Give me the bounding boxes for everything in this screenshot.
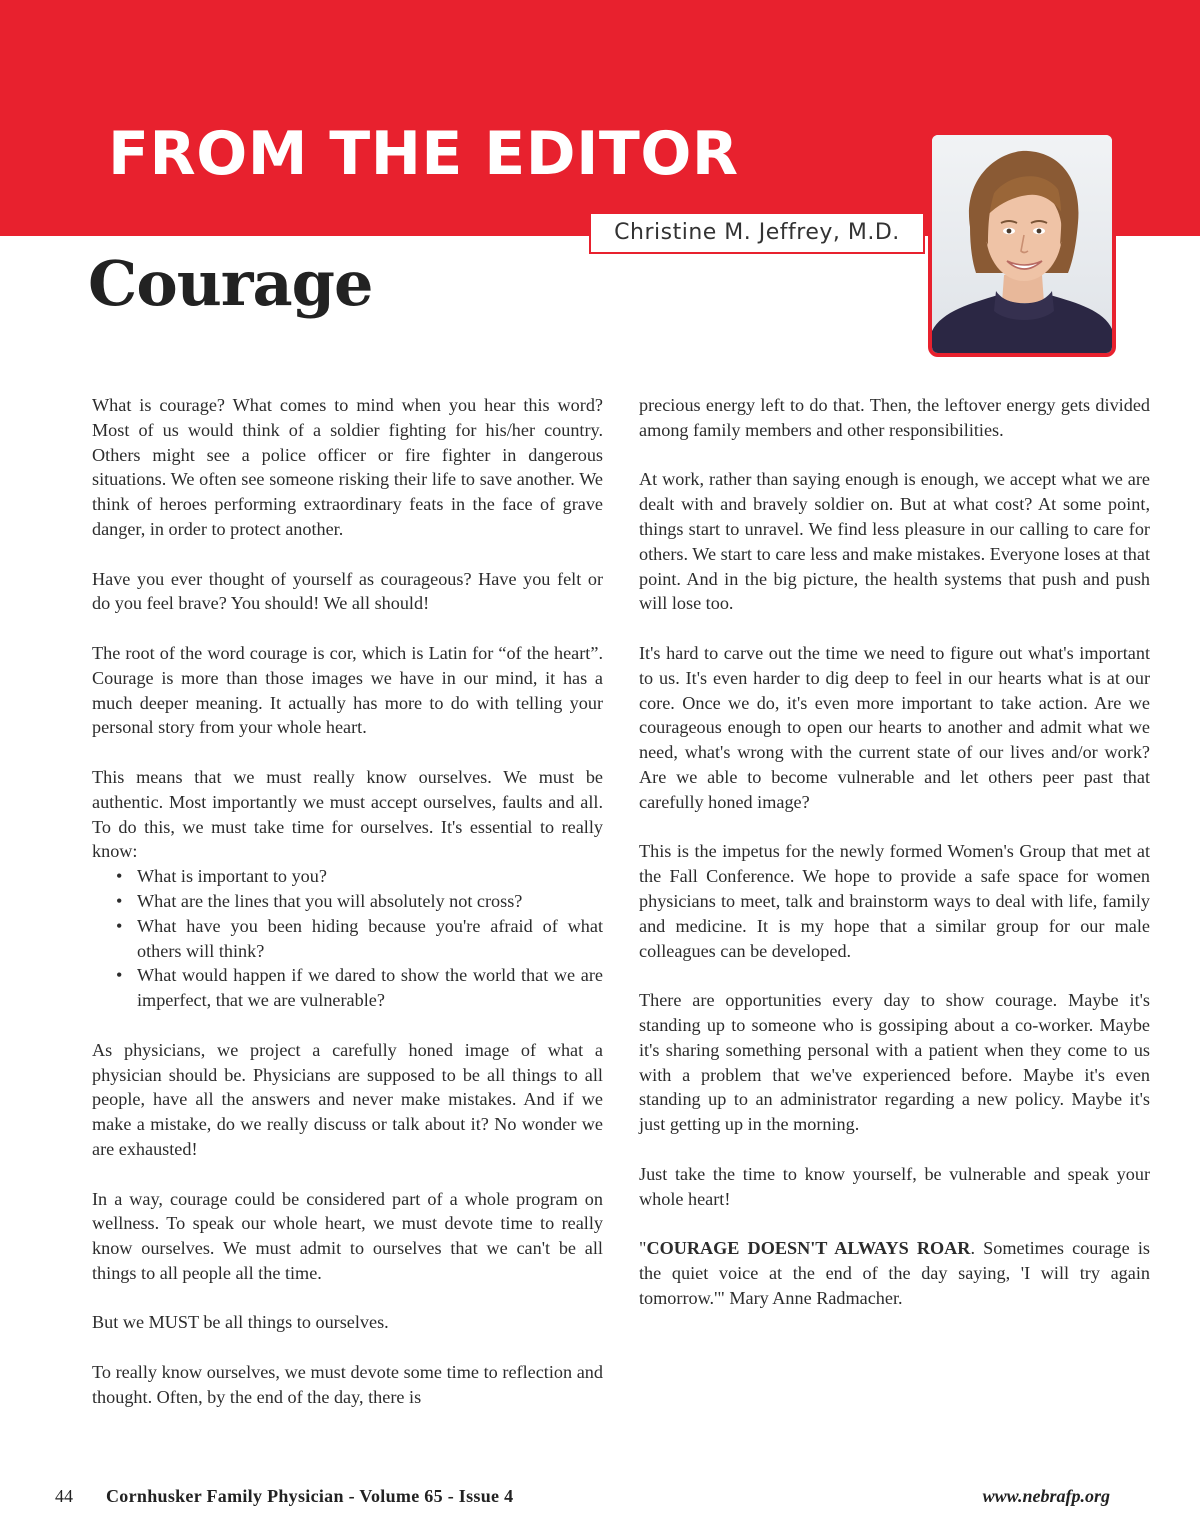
bullet-icon: • bbox=[116, 866, 123, 887]
closing-quote bbox=[639, 1236, 1150, 1310]
list-item bbox=[92, 963, 603, 1013]
list-item-text: What have you been hiding because you're afraid of what others will think? bbox=[137, 915, 603, 961]
paragraph: In a way, courage could be considered part of a whole program on wellness. To speak our whole heart, we must devote time to really know ourselves. We must admit to ourselves that we can't be all things to all people all the time. bbox=[92, 1188, 603, 1283]
paragraph: This means that we must really know ourselves. We must be authentic. Most importantly we must accept ourselves, faults and all. To do this, we must take time for ourselves. It's essential to really know: bbox=[92, 766, 603, 862]
paragraph: The root of the word courage is cor, which is Latin for “of the heart”. Courage is more than those images we have in our mind, it has a much deeper meaning. It actually has more to do with telling your personal story from your whole heart. bbox=[92, 642, 603, 738]
list-item-text: What is important to you? bbox=[137, 866, 327, 887]
list-item bbox=[92, 864, 603, 889]
paragraph: But we MUST be all things to ourselves. bbox=[92, 1312, 389, 1333]
question-list bbox=[92, 864, 603, 1013]
list-item-text: What would happen if we dared to show the world that we are imperfect, that we are vulnerable? bbox=[137, 965, 603, 1011]
page-number: 44 bbox=[55, 1486, 73, 1506]
author-photo bbox=[928, 131, 1116, 357]
quote-open-mark: " bbox=[639, 1238, 647, 1259]
quote-emphasis: COURAGE DOESN'T ALWAYS ROAR bbox=[646, 1238, 971, 1259]
author-byline: Christine M. Jeffrey, M.D. bbox=[589, 212, 925, 254]
publication-info: Cornhusker Family Physician - Volume 65 - Issue 4 bbox=[106, 1486, 514, 1506]
bullet-icon: • bbox=[116, 915, 123, 936]
quote-text: . Sometimes courage is the quiet voice at the end of the day saying, 'I will try again tomorrow.'" Mary Anne Radmacher. bbox=[639, 1238, 1150, 1308]
list-item bbox=[92, 889, 603, 914]
article-column-right bbox=[639, 393, 1150, 1310]
paragraph: It's hard to carve out the time we need to figure out what's important to us. It's even harder to dig deep to feel in our hearts what is at our core. Once we do, it's even more important to take action. Are we courageous enough to open our hearts to another and admit what we need, what's wrong with the current state of our lives and/or work? Are we able to become vulnerable and let others peer past that carefully honed image? bbox=[639, 642, 1150, 812]
article-title: Courage bbox=[88, 247, 373, 320]
paragraph: What is courage? What comes to mind when you hear this word? Most of us would think of a soldier fighting for his/her country. Others might see a police officer or fire fighter in dangerous situations. We often see someone risking their life to save another. We think of heroes performing extraordinary feats in the face of grave danger, in order to protect another. bbox=[92, 395, 603, 539]
paragraph: Have you ever thought of yourself as courageous? Have you felt or do you feel brave? You should! We all should! bbox=[92, 568, 603, 614]
paragraph: precious energy left to do that. Then, the leftover energy gets divided among family members and other responsibilities. bbox=[639, 395, 1150, 440]
bullet-icon: • bbox=[116, 890, 123, 911]
website-link[interactable]: www.nebrafp.org bbox=[982, 1486, 1110, 1506]
paragraph: To really know ourselves, we must devote some time to reflection and thought. Often, by the end of the day, there is bbox=[92, 1362, 603, 1407]
bullet-icon: • bbox=[116, 965, 123, 986]
paragraph: As physicians, we project a carefully honed image of what a physician should be. Physicians are supposed to be all things to all people, have all the answers and never make mistakes. And if we make a mistake, do we really discuss or talk about it? No wonder we are exhausted! bbox=[92, 1039, 603, 1159]
paragraph: At work, rather than saying enough is enough, we accept what we are dealt with and bravely soldier on. But at what cost? At some point, things start to unravel. We find less pleasure in our calling to care for others. We start to care less and make mistakes. Everyone loses at that point. And in the big picture, the health systems that push and push will lose too. bbox=[639, 469, 1150, 614]
paragraph: Just take the time to know yourself, be vulnerable and speak your whole heart! bbox=[639, 1163, 1150, 1209]
article-column-left bbox=[92, 393, 603, 1410]
paragraph: This is the impetus for the newly formed Women's Group that met at the Fall Conference. We hope to provide a safe space for women physicians to meet, talk and brainstorm ways to deal with life, family and medicine. It is my hope that a similar group for our male colleagues can be developed. bbox=[639, 841, 1150, 961]
list-item-text: What are the lines that you will absolutely not cross? bbox=[137, 890, 523, 911]
author-portrait-image bbox=[932, 135, 1112, 353]
paragraph: There are opportunities every day to show courage. Maybe it's standing up to someone who is gossiping about a co-worker. Maybe it's sharing something personal with a patient when they come to us with a problem that we've experienced before. Maybe it's even standing up to an administrator regarding a new policy. Maybe it's just getting up in the morning. bbox=[639, 990, 1150, 1135]
list-item bbox=[92, 914, 603, 964]
section-title: FROM THE EDITOR bbox=[108, 119, 739, 189]
